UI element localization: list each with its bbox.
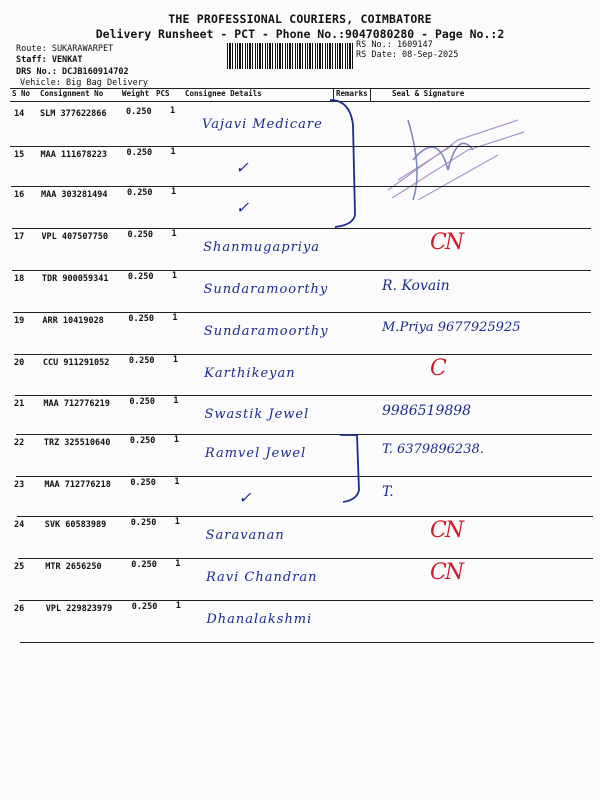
row-pcs: 1 <box>170 187 177 197</box>
row-weight: 0.250 <box>127 272 154 282</box>
consignment-number: TRZ 325510640 <box>43 438 111 448</box>
consignment-number: VPL 229823979 <box>45 604 113 614</box>
barcode <box>227 43 353 69</box>
row-rule <box>13 312 591 313</box>
row-rule <box>19 600 594 601</box>
row-weight: 0.250 <box>130 478 156 488</box>
consignment-number: MAA 303281494 <box>40 190 108 200</box>
row-weight: 0.250 <box>127 230 154 240</box>
col-seal: Seal & Signature <box>392 89 465 98</box>
runsheet-subtitle: Delivery Runsheet - PCT - Phone No.:9047080280 - Page No.:2 <box>95 27 505 41</box>
row-sno: 22 <box>14 438 25 448</box>
row-sno: 18 <box>14 274 25 284</box>
row-sno: 14 <box>14 109 25 119</box>
row-rule <box>12 270 591 271</box>
row-sno: 19 <box>14 316 25 326</box>
consignee-handwriting: Vajavi Medicare <box>202 117 323 132</box>
consignee-handwriting: Swastik Jewel <box>204 407 310 422</box>
recipient-signature: T. 6379896238. <box>382 442 484 457</box>
consignee-handwriting: ✓ <box>235 158 250 177</box>
recipient-signature: R. Kovain <box>382 278 450 294</box>
consignee-handwriting: ✓ <box>238 488 253 507</box>
consignee-handwriting: Ramvel Jewel <box>204 446 307 461</box>
row-pcs: 1 <box>171 229 177 239</box>
row-pcs: 1 <box>172 313 178 323</box>
row-sno: 21 <box>14 399 25 409</box>
cn-mark: CN <box>430 560 463 585</box>
consignment-number: SVK 60583989 <box>44 520 107 530</box>
consignee-handwriting: Karthikeyan <box>204 366 296 381</box>
row-rule <box>16 434 593 435</box>
row-rule <box>17 516 593 517</box>
row-weight: 0.250 <box>131 602 158 612</box>
row-rule <box>11 186 591 187</box>
row-sno: 15 <box>14 150 25 160</box>
col-weight: Weight <box>122 89 150 98</box>
bracket-mark-1 <box>325 95 365 235</box>
row-weight: 0.250 <box>129 436 156 446</box>
row-weight: 0.250 <box>128 314 154 324</box>
row-weight: 0.250 <box>126 148 153 158</box>
office-stamp <box>378 110 528 205</box>
row-pcs: 1 <box>175 559 181 569</box>
row-rule <box>14 354 592 355</box>
col-pcs: PCS <box>156 89 170 98</box>
row-pcs: 1 <box>174 517 180 527</box>
rs-date: RS Date: 08-Sep-2025 <box>356 50 459 60</box>
cn-mark: CN <box>430 518 463 543</box>
consignment-number: TDR 900059341 <box>41 274 109 284</box>
consignee-handwriting: Ravi Chandran <box>205 570 318 585</box>
col-consignment: Consignment No <box>40 89 104 98</box>
consignee-handwriting: ✓ <box>235 198 251 217</box>
col-sno: S No <box>12 89 31 98</box>
company-title: THE PROFESSIONAL COURIERS, COIMBATORE <box>168 12 432 26</box>
header-divider-2 <box>370 88 371 102</box>
row-pcs: 1 <box>170 147 176 157</box>
row-weight: 0.250 <box>126 107 152 117</box>
consignment-number: VPL 407507750 <box>41 232 108 242</box>
row-pcs: 1 <box>173 396 179 406</box>
consignee-handwriting: Sundaramoorthy <box>203 324 329 339</box>
row-rule <box>15 395 592 396</box>
row-sno: 16 <box>14 190 25 200</box>
row-sno: 17 <box>14 232 25 242</box>
row-sno: 26 <box>14 604 25 614</box>
recipient-signature: 9986519898 <box>382 403 472 419</box>
row-sno: 20 <box>14 358 25 368</box>
consignment-number: MTR 2656250 <box>45 562 102 572</box>
row-pcs: 1 <box>172 355 178 365</box>
row-weight: 0.250 <box>129 397 155 407</box>
consignee-handwriting: Shanmugapriya <box>203 240 321 255</box>
row-rule <box>12 228 591 229</box>
vehicle-label: Vehicle: Big Bag Delivery <box>20 78 148 88</box>
row-pcs: 1 <box>175 601 181 611</box>
consignment-number: MAA 712776218 <box>44 480 111 490</box>
row-sno: 25 <box>14 562 25 572</box>
consignment-number: MAA 111678223 <box>40 150 107 160</box>
row-rule <box>18 558 593 559</box>
drs-label: DRS No.: DCJB160914702 <box>16 67 129 77</box>
row-sno: 24 <box>14 520 25 530</box>
consignment-number: MAA 712776219 <box>43 399 110 409</box>
consignee-handwriting: Saravanan <box>205 528 285 543</box>
col-remarks: Remarks <box>336 89 368 98</box>
row-rule <box>16 476 592 477</box>
row-weight: 0.250 <box>126 188 153 198</box>
col-consignee: Consignee Details <box>185 89 262 98</box>
header-bottom-rule <box>10 101 590 102</box>
recipient-signature: T. <box>382 484 394 500</box>
consignee-handwriting: Dhanalakshmi <box>206 612 313 627</box>
row-pcs: 1 <box>174 477 180 487</box>
cn-mark: C <box>430 356 445 381</box>
route-label: Route: SUKARAWARPET <box>16 44 114 54</box>
consignment-number: ARR 10419028 <box>42 316 104 326</box>
row-rule <box>10 146 590 147</box>
bracket-mark-2 <box>335 430 370 510</box>
row-pcs: 1 <box>170 106 176 116</box>
consignee-handwriting: Sundaramoorthy <box>203 282 329 297</box>
row-weight: 0.250 <box>130 518 157 528</box>
staff-label: Staff: VENKAT <box>16 55 83 65</box>
row-weight: 0.250 <box>131 560 157 570</box>
row-weight: 0.250 <box>128 356 155 366</box>
cn-mark: CN <box>430 230 463 255</box>
row-rule <box>20 642 594 643</box>
rs-no: RS No.: 1609147 <box>356 40 433 50</box>
row-pcs: 1 <box>171 271 178 281</box>
row-pcs: 1 <box>173 435 179 445</box>
consignment-number: CCU 911291052 <box>42 358 110 368</box>
consignment-number: SLM 377622866 <box>40 109 107 119</box>
row-sno: 23 <box>14 480 25 490</box>
recipient-signature: M.Priya 9677925925 <box>382 320 521 335</box>
